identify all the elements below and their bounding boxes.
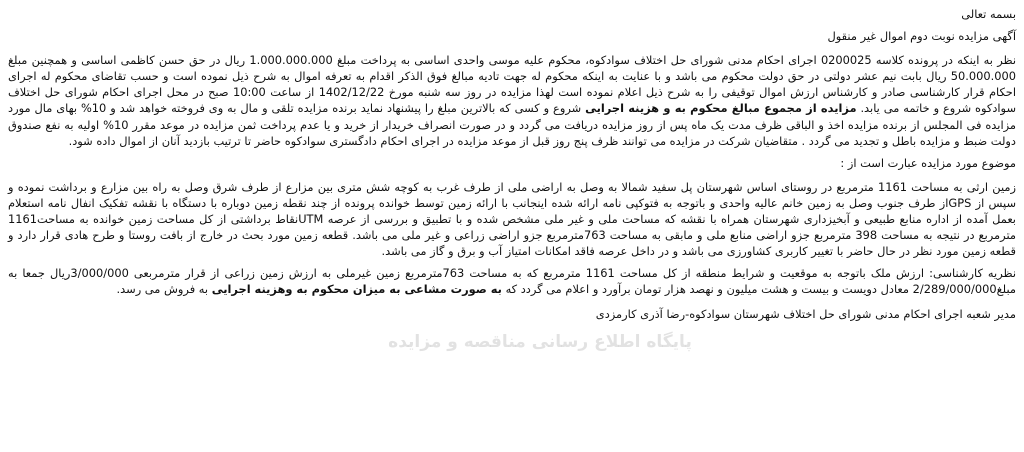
expert-bold-text: به صورت مشاعی به میزان محکوم به وهزینه اجرایی bbox=[211, 282, 502, 297]
expert-text-1: نظریه کارشناسی: ارزش ملک باتوجه به موقعیت و شرایط منطقه از کل مساحت 1161 مترمربع که به مساحت 763مترمربع زمین غیرملی به ارزش زمین زراعی از قرار مترمربعی 3/000/000ریال جمعا به مبلغ2/289/000/000 معادل دویست و بیست و هشت میلیون و نهصد هزار تومان برآورد و اعلام می گردد که bbox=[8, 266, 1017, 297]
intro-paragraph bbox=[8, 52, 1016, 149]
intro-text-1: نظر به اینکه در پرونده کلاسه 0200025 اجرای احکام مدنی شورای حل اختلاف سوادکوه، محکوم علیه موسی واحدی اساسی به پرداخت مبلغ 1.000.000.000 ریال در حق حسن کاظمی اساسی و همچنین مبلغ 50.000.000 ریال بابت نیم عشر دولتی در حق دولت محکوم می باشد و با عنایت به اینکه محکوم له جهت تادیه مبالغ فوق الذکر اقدام به تعرفه اموال به شرح ذیل نموده است و حسب تقاضای محکوم له اجرای احکام قرار کارشناسی صادر و کارشناس ارزش اموال توقیفی را به شرح ذیل اعلام نموده است لهذا مزایده در روز سه شنبه مورخ 1402/12/22 از ساعت 10:00 صبح در محل اجرای احکام شورای حل اختلاف سوادکوه شروع و خاتمه می یابد. bbox=[8, 53, 1016, 116]
expert-opinion bbox=[8, 265, 1016, 297]
heading: بسمه تعالی bbox=[961, 7, 1016, 21]
intro-bold-text: مزایده از مجموع مبالغ محکوم به و هزینه اجرایی bbox=[585, 101, 857, 116]
signature: مدیر شعبه اجرای احکام مدنی شورای حل اختلاف شهرستان سوادکوه-رضا آذری کارمزدی bbox=[595, 306, 1016, 321]
watermark: پایگاه اطلاع رسانی مناقصه و مزایده bbox=[388, 332, 692, 352]
subject-heading: موضوع مورد مزایده عبارت است از : bbox=[840, 155, 1016, 170]
expert-text-2: به فروش می رسد. bbox=[116, 282, 209, 297]
notice-title: آگهی مزایده نوبت دوم اموال غیر منقول bbox=[827, 29, 1016, 44]
intro-text-2: شروع و کسی که بالاترین مبلغ را پیشنهاد نماید برنده مزایده تلقی و مال به وی فروخته خواهد شد و 10% بهای مال مورد مزایده فی المجلس از برنده مزایده اخذ و الباقی ظرف مدت یک ماه پس از روز مزایده دریافت می گردد و در صورت انصراف خریدار از خرید و یا عدم پرداخت ثمن مزایده در موعد مقرر 10% اولیه به نفع صندوق دولت ضبط و مزایده باطل و تجدید می گردد . متقاضیان شرکت در مزایده می توانند ظرف پنج روز قبل از موعد مزایده در اجرای احکام دادگستری سوادکوه حاضر تا ترتیب بازدید آنان از اموال داده شود. bbox=[8, 101, 1016, 148]
land-description: زمین ارثی به مساحت 1161 مترمربع در روستای اساس شهرستان پل سفید شمالا به وصل به اراضی ملی از طرف غرب به کوچه شش متری بین مزارع از طرف شرق وصل به راه بین مزارع و برداشت نموده و سپس از GPSاز طرف جنوب وصل به زمین خانم عالیه واحدی و باتوجه به فتوکپی نامه ارائه شده اینجانب با ارائه زمین توسط خوانده پرونده از چند نقطه زمین دوباره با دستگاه با نقشه تفکیک انفال نامه استعلام بعمل آمده از اداره منابع طبیعی و آبخیزداری شهرستان همراه با نقشه که مساحت ملی و غیر ملی مشخص شده و با تطبیق و بررسی از عرصه UTMنقاط برداشتی از کل مساحت زمین خوانده به مساحت1161 مترمربع در نتیجه به مساحت 398 مترمربع جزو اراضی منابع ملی و مابقی به مساحت 763مترمربع جزو اراضی زراعی و غیر ملی می باشد. قطعه زمین مورد بحث در خارج از بافت روستا و طرح هادی قرار دارد و قطعه زمین مورد نظر در حال حاضر با تغییر کاربری کشاورزی می باشد و در داخل عرصه فاقد امکانات امتیاز آب و برق و گاز می باشد. bbox=[8, 179, 1016, 259]
